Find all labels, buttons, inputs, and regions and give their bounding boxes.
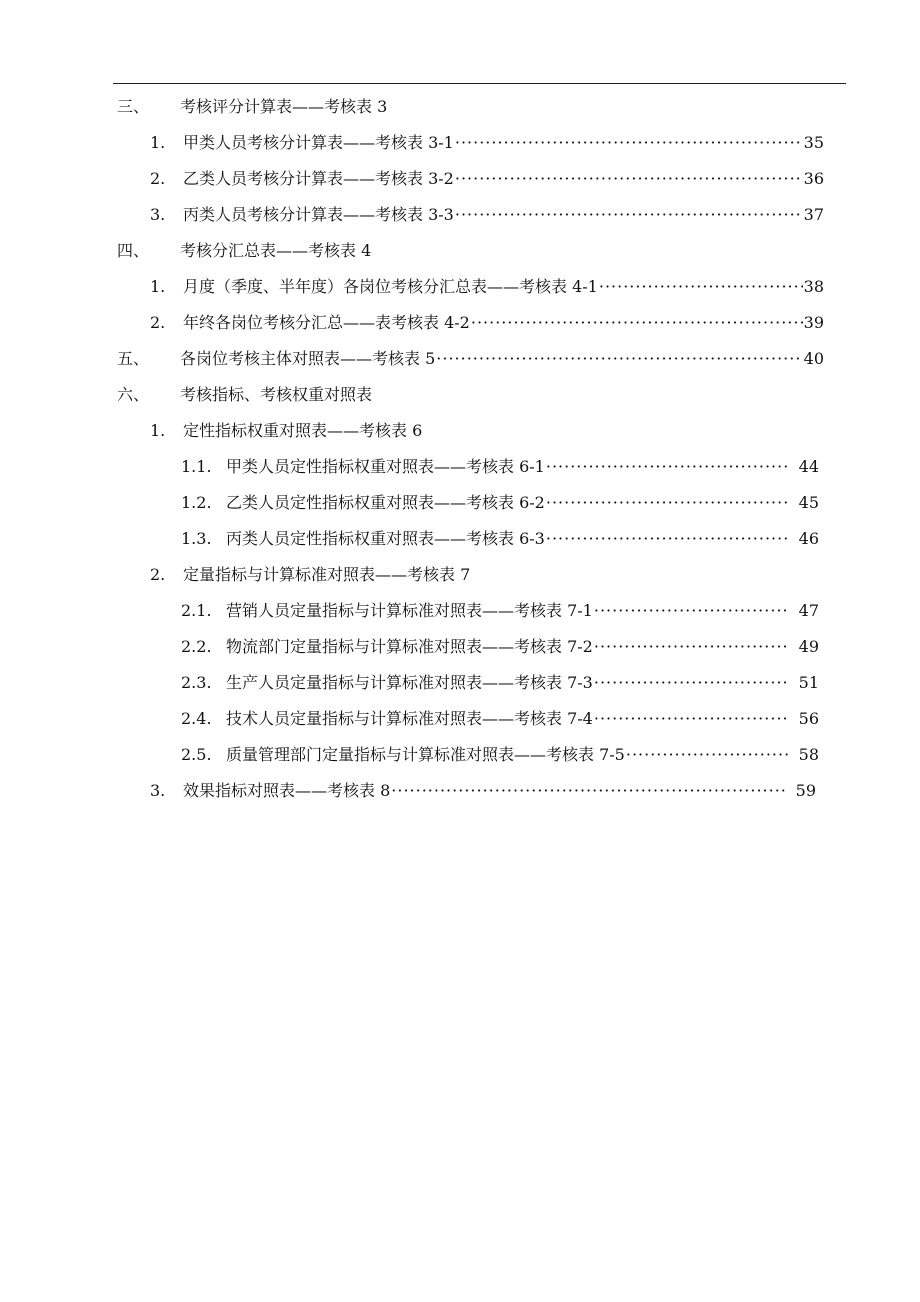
toc-entry-number: 1. — [150, 421, 166, 440]
toc-entry-title: 丙类人员定性指标权重对照表——考核表 6-3 — [226, 529, 545, 548]
toc-page-number: 59 — [795, 781, 816, 800]
toc-page-number: 46 — [798, 529, 819, 548]
toc-entry-number: 2. — [150, 169, 166, 188]
toc-page-number: 39 — [803, 313, 824, 332]
dot-leader — [471, 305, 803, 341]
dot-leader — [626, 737, 788, 773]
toc-entry-number: 1.3. — [181, 529, 212, 548]
dot-leader — [455, 125, 803, 161]
toc-entry-number: 1. — [150, 133, 166, 152]
header-rule — [113, 83, 846, 84]
dot-leader — [455, 197, 803, 233]
toc-entry-section-6[interactable] — [117, 377, 372, 413]
toc-entry-number: 2.4. — [181, 709, 212, 728]
toc-entry-number: 2. — [150, 565, 166, 584]
dot-leader — [546, 521, 788, 557]
toc-entry-title: 丙类人员考核分计算表——考核表 3-3 — [183, 205, 454, 224]
toc-entry-title: 月度（季度、半年度）各岗位考核分汇总表——考核表 4-1 — [183, 277, 598, 296]
toc-entry-title: 技术人员定量指标与计算标准对照表——考核表 7-4 — [226, 709, 593, 728]
toc-page-number: 36 — [803, 169, 824, 188]
toc-entry-number: 1.2. — [181, 493, 212, 512]
toc-entry-title: 甲类人员考核分计算表——考核表 3-1 — [183, 133, 454, 152]
toc-entry-6-2[interactable] — [150, 557, 470, 593]
toc-entry-number: 3. — [150, 781, 166, 800]
toc-entry-6-2-5[interactable] — [181, 737, 819, 773]
toc-entry-number: 三、 — [117, 97, 150, 116]
toc-entry-number: 四、 — [117, 241, 150, 260]
toc-entry-section-5[interactable] — [117, 341, 824, 377]
toc-entry-title: 营销人员定量指标与计算标准对照表——考核表 7-1 — [226, 601, 593, 620]
toc-entry-title: 定量指标与计算标准对照表——考核表 7 — [183, 565, 471, 584]
toc-entry-title: 年终各岗位考核分汇总——表考核表 4-2 — [183, 313, 470, 332]
toc-page-number: 56 — [798, 709, 819, 728]
toc-entry-number: 2.1. — [181, 601, 212, 620]
toc-entry-section-3[interactable] — [117, 89, 387, 125]
dot-leader — [546, 449, 788, 485]
toc-page-number: 38 — [803, 277, 824, 296]
toc-entry-number: 2.3. — [181, 673, 212, 692]
toc-entry-3-3[interactable] — [150, 197, 824, 233]
toc-entry-6-2-4[interactable] — [181, 701, 819, 737]
toc-entry-6-2-2[interactable] — [181, 629, 819, 665]
toc-entry-title: 考核评分计算表——考核表 3 — [180, 97, 388, 116]
dot-leader — [594, 665, 788, 701]
toc-page-number: 37 — [803, 205, 824, 224]
toc-entry-3-2[interactable] — [150, 161, 824, 197]
toc-page-number: 58 — [798, 745, 819, 764]
toc-page-number: 35 — [803, 133, 824, 152]
toc-entry-4-2[interactable] — [150, 305, 824, 341]
dot-leader — [594, 593, 788, 629]
toc-entry-title: 生产人员定量指标与计算标准对照表——考核表 7-3 — [226, 673, 593, 692]
toc-entry-number: 3. — [150, 205, 166, 224]
toc-entry-6-1-1[interactable] — [181, 449, 819, 485]
toc-page-number: 45 — [798, 493, 819, 512]
toc-entry-6-2-3[interactable] — [181, 665, 819, 701]
toc-entry-6-1-2[interactable] — [181, 485, 819, 521]
toc-entry-6-1[interactable] — [150, 413, 422, 449]
toc-entry-number: 六、 — [117, 385, 150, 404]
toc-entry-title: 质量管理部门定量指标与计算标准对照表——考核表 7-5 — [226, 745, 625, 764]
toc-page-number: 49 — [798, 637, 819, 656]
toc-entry-title: 乙类人员定性指标权重对照表——考核表 6-2 — [226, 493, 545, 512]
dot-leader — [455, 161, 803, 197]
dot-leader — [436, 341, 802, 377]
toc-entry-4-1[interactable] — [150, 269, 824, 305]
toc-entry-title: 乙类人员考核分计算表——考核表 3-2 — [183, 169, 454, 188]
dot-leader — [594, 701, 788, 737]
toc-entry-title: 考核指标、考核权重对照表 — [180, 385, 373, 404]
toc-entry-number: 1.1. — [181, 457, 212, 476]
dot-leader — [599, 269, 803, 305]
toc-entry-title: 各岗位考核主体对照表——考核表 5 — [180, 349, 436, 368]
toc-entry-number: 2. — [150, 313, 166, 332]
toc-entry-number: 1. — [150, 277, 166, 296]
toc-entry-title: 甲类人员定性指标权重对照表——考核表 6-1 — [226, 457, 545, 476]
toc-page-number: 47 — [798, 601, 819, 620]
toc-entry-6-3[interactable] — [150, 773, 816, 809]
toc-entry-title: 物流部门定量指标与计算标准对照表——考核表 7-2 — [226, 637, 593, 656]
toc-entry-number: 2.2. — [181, 637, 212, 656]
toc-entry-title: 效果指标对照表——考核表 8 — [183, 781, 391, 800]
dot-leader — [594, 629, 788, 665]
dot-leader — [391, 773, 784, 809]
toc-entry-6-1-3[interactable] — [181, 521, 819, 557]
toc-entry-title: 考核分汇总表——考核表 4 — [180, 241, 372, 260]
toc-page-number: 44 — [798, 457, 819, 476]
toc-entry-number: 五、 — [117, 349, 150, 368]
dot-leader — [546, 485, 788, 521]
toc-entry-3-1[interactable] — [150, 125, 824, 161]
toc-page-number: 51 — [798, 673, 819, 692]
toc-entry-title: 定性指标权重对照表——考核表 6 — [183, 421, 423, 440]
toc-entry-6-2-1[interactable] — [181, 593, 819, 629]
toc-page-number: 40 — [803, 349, 824, 368]
toc-entry-number: 2.5. — [181, 745, 212, 764]
toc-entry-section-4[interactable] — [117, 233, 371, 269]
